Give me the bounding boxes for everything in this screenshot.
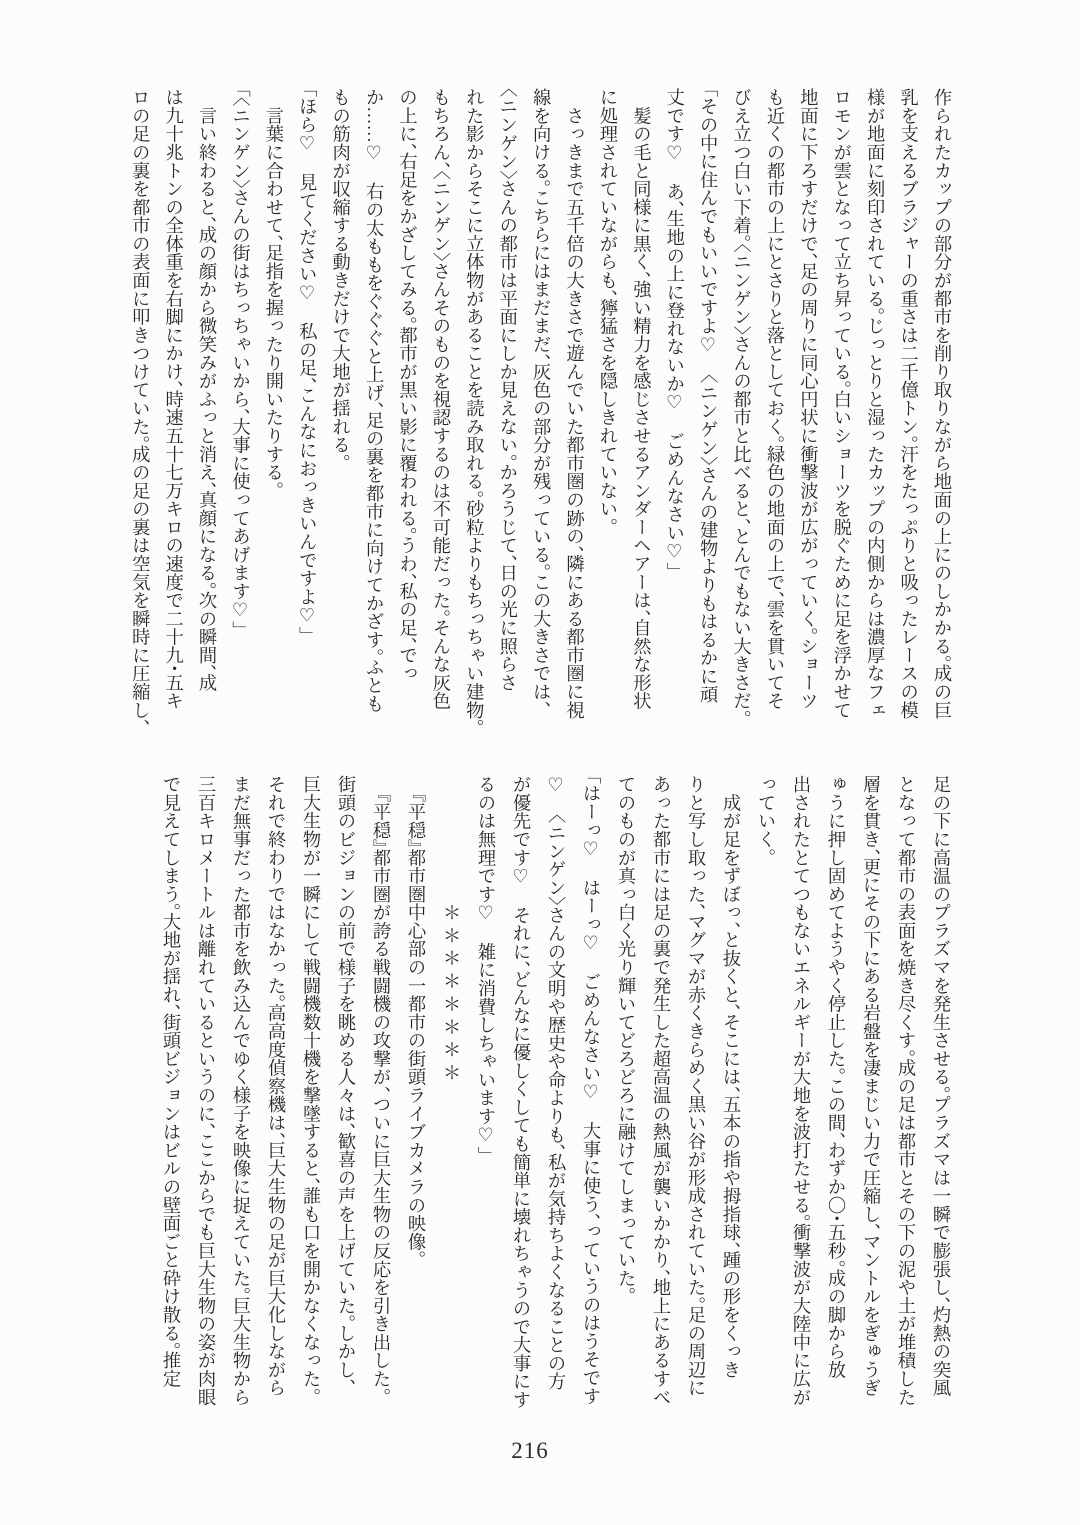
text-line: まだ無事だった都市を飲み込んでゆく様子を映像に捉えていた。巨大生物から [231, 775, 251, 1407]
text-line: りと写し取った、マグマが赤くきらめく黒い谷が形成されていた。足の周辺に [686, 775, 706, 1397]
text-line: も近くの都市の上にとさりと落としておく。緑色の地面の上で、雲を貫いてそ [764, 88, 785, 710]
upper-text-block [123, 88, 958, 748]
text-line: ロの足の裏を都市の表面に叩きつけていた。成の足の裏は空気を瞬時に圧縮し、 [130, 88, 151, 729]
text-line: ＊ ＊ ＊ ＊ ＊ ＊ ＊ ＊ [441, 775, 461, 1082]
text-line: ゅうに押し固めてようやく停止した。この間、わずか〇・五秒。成の脚から放 [826, 775, 846, 1379]
text-line: 「その中に住んでもいいですよ♡ 〈ニンゲン〉さんの建物よりもはるかに頑 [698, 88, 719, 704]
text-line: るのは無理です♡ 雑に消費しちゃいます♡」 [476, 775, 496, 1156]
text-line: れた影からそこに立体物があることを読み取れる。砂粒よりもちっちゃい建物。 [464, 88, 485, 729]
text-line: もの筋肉が収縮する動きだけで大地が揺れる。 [330, 88, 351, 463]
text-line: の上に、右足をかざしてみる。都市が黒い影に覆われる。うわ、私の足、でっ [397, 88, 418, 683]
text-line: 地面に下ろすだけで、足の周りに同心円状に衝撃波が広がっていく。ショーツ [798, 88, 819, 710]
text-line: それで終わりではなかった。高高度偵察機は、巨大生物の足が巨大化しながら [266, 775, 286, 1397]
text-line: 乳を支えるブラジャーの重さは二千億トン。汗をたっぷりと吸ったレースの模 [898, 88, 919, 720]
text-line: に処理されていながらも、獰猛さを隠しきれていない。 [597, 88, 618, 527]
text-line: っていく。 [756, 775, 776, 858]
text-line: さっきまで五千倍の大きさで遊んでいた都市圏の跡の、隣にある都市圏に視 [564, 88, 585, 720]
text-line: びえ立つ白い下着。〈ニンゲン〉さんの都市と比べると、とんでもない大きさだ。 [731, 88, 752, 720]
text-line: 『平穏』都市圏が誇る戦闘機の攻撃が、ついに巨大生物の反応を引き出した。 [371, 775, 391, 1397]
lower-text-block [153, 775, 958, 1435]
text-line: 足の下に高温のプラズマを発生させる。プラズマは一瞬で膨張し、灼熱の突風 [931, 775, 951, 1397]
text-line: 三百キロメートルは離れているというのに、ここからでも巨大生物の姿が肉眼 [196, 775, 216, 1407]
text-line: 巨大生物が一瞬にして戦闘機数十機を撃墜すると、誰も口を開かなくなった。 [301, 775, 321, 1397]
text-line: 街頭のビジョンの前で様子を眺める人々は、歓喜の声を上げていた。しかし、 [336, 775, 356, 1388]
text-line: で見えてしまう。大地が揺れ、街頭ビジョンはビルの壁面ごと砕け散る。推定 [161, 775, 181, 1388]
text-line: 「ほら♡ 見てください♡ 私の足、こんなにおっきいんですよ♡」 [297, 88, 318, 636]
text-line: 線を向ける。こちらにはまだまだ、灰色の部分が残っている。この大きさでは、 [531, 88, 552, 710]
text-line: 髪の毛と同様に黒く、強い精力を感じさせるアンダーヘアーは、自然な形状 [631, 88, 652, 710]
text-line: あった都市には足の裏で発生した超高温の熱風が襲いかかり、地上にあるすべ [651, 775, 671, 1407]
text-line: ロモンが雲となって立ち昇っている。白いショーツを脱ぐために足を浮かせて [831, 88, 852, 720]
text-line: 成が足をずぼっ、と抜くと、そこには、五本の指や拇指球、踵の形をくっき [721, 775, 741, 1379]
text-line: か……♡ 右の太ももをぐぐぐと上げ、足の裏を都市に向けてかざす。ふとも [364, 88, 385, 713]
text-line: は九十兆トンの全体重を右脚にかけ、時速五十七万キロの速度で二十九・五キ [163, 88, 184, 710]
text-line: 言葉に合わせて、足指を握ったり開いたりする。 [263, 88, 284, 491]
text-line: 『平穏』都市圏中心部の一都市の街頭ライブカメラの映像。 [406, 775, 426, 1260]
text-line: 〈ニンゲン〉さんの都市は平面にしか見えない。かろうじて、日の光に照らさ [497, 88, 518, 692]
text-line: 作られたカップの部分が都市を削り取りながら地面の上にのしかかる。成の巨 [932, 88, 952, 720]
page-number: 216 [511, 1438, 549, 1463]
text-line: 丈です♡ あ、生地の上に登れないか♡ ごめんなさい♡」 [664, 88, 685, 572]
text-line: 層を貫き、更にその下にある岩盤を凄まじい力で圧縮し、マントルをぎゅうぎ [861, 775, 881, 1397]
text-line: 言い終わると、成の顔から微笑みがふっと消え、真顔になる。次の瞬間、成 [197, 88, 218, 692]
text-line: となって都市の表面を焼き尽くす。成の足は都市とその下の泥や土が堆積した [896, 775, 916, 1407]
text-line: が優先です♡ それに、どんなに優しくしても簡単に壊れちゃうので大事にす [511, 775, 531, 1409]
text-line: ♡ 〈ニンゲン〉さんの文明や歴史や命よりも、私が気持ちよくなることの方 [546, 775, 566, 1391]
text-line: 様が地面に刻印されている。じっとりと湿ったカップの内側からは濃厚なフェ [865, 88, 886, 720]
text-line: 「〈ニンゲン〉さんの街はちっちゃいから、大事に使ってあげます♡」 [230, 88, 251, 631]
text-line: 出されたとてつもないエネルギーが大地を波打たせる。衝撃波が大陸中に広が [791, 775, 811, 1407]
text-line: 「はーっ♡ はーっ♡ ごめんなさい♡ 大事に使う、っていうのはうそです [581, 775, 601, 1405]
text-line: もちろん、〈ニンゲン〉さんそのものを視認するのは不可能だった。そんな灰色 [430, 88, 451, 710]
text-line: てのものが真っ白く光り輝いてどろどろに融けてしまっていた。 [616, 775, 636, 1297]
